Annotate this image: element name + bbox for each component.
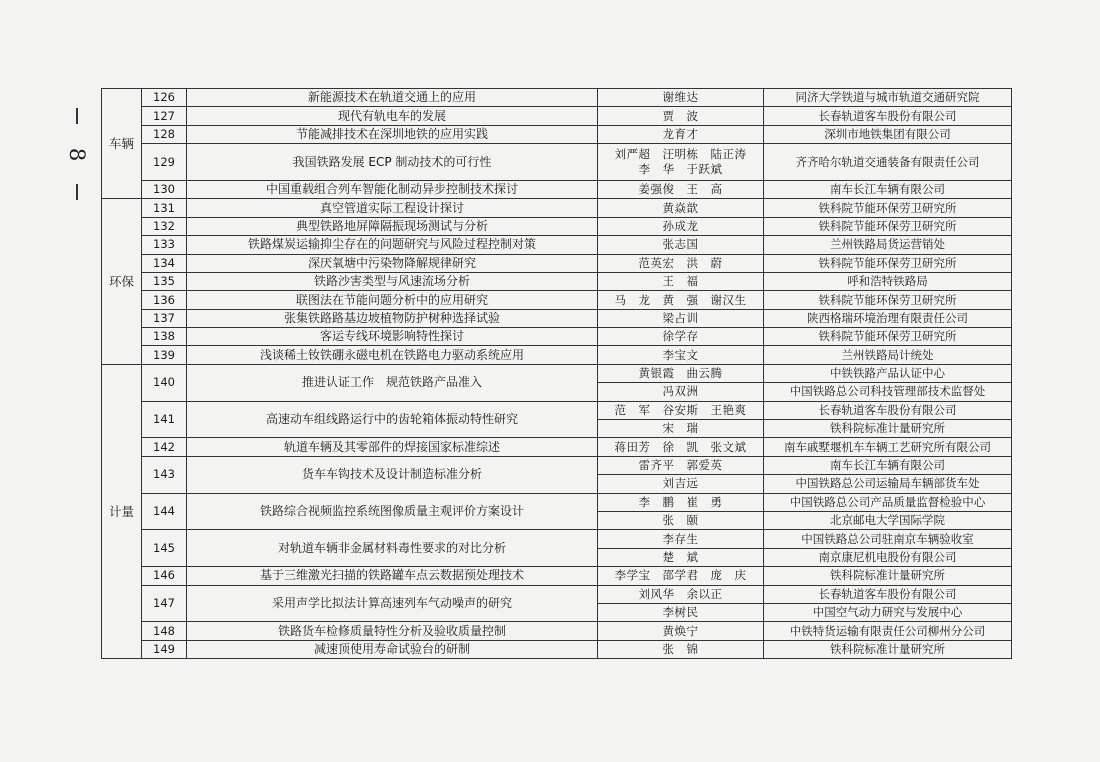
organization-cell: 长春轨道客车股份有限公司: [764, 107, 1012, 125]
author-cell: [598, 640, 764, 658]
author-line: 张 锦: [662, 641, 699, 656]
author-line: 刘风华 余以正: [638, 586, 723, 601]
organization-cell: 南京康尼机电股份有限公司: [764, 548, 1012, 566]
author-cell: [598, 180, 764, 198]
organization-cell: 铁科院标准计量研究所: [764, 640, 1012, 658]
organization-cell: 长春轨道客车股份有限公司: [764, 585, 1012, 603]
paper-number: 140: [142, 364, 187, 401]
author-line: 王 福: [662, 274, 699, 289]
paper-title: 轨道车辆及其零部件的焊接国家标准综述: [187, 438, 598, 456]
page-number-mark: [62, 108, 92, 200]
organization-cell: 铁科院节能环保劳卫研究所: [764, 254, 1012, 272]
author-line: 李存生: [662, 531, 699, 546]
author-cell: [598, 217, 764, 235]
author-line: 冯双洲: [662, 384, 699, 399]
paper-number: 149: [142, 640, 187, 658]
organization-cell: 中铁特货运输有限责任公司柳州分公司: [764, 622, 1012, 640]
paper-title: 采用声学比拟法计算高速列车气动噪声的研究: [187, 585, 598, 622]
paper-number: 130: [142, 180, 187, 198]
author-line: 黄银霞 曲云腾: [638, 366, 723, 381]
author-cell: [598, 144, 764, 181]
author-line: 雷齐平 郭爱英: [638, 458, 723, 473]
paper-title: 客运专线环境影响特性探讨: [187, 328, 598, 346]
author-cell: [598, 107, 764, 125]
author-cell: [598, 475, 764, 493]
table-row: [102, 328, 1012, 346]
organization-cell: 中国空气动力研究与发展中心: [764, 603, 1012, 621]
table-row: [102, 125, 1012, 143]
author-cell: [598, 236, 764, 254]
table-row: [102, 144, 1012, 181]
table-row: [102, 493, 1012, 511]
author-cell: [598, 364, 764, 382]
author-cell: [598, 346, 764, 364]
organization-cell: 兰州铁路局计统处: [764, 346, 1012, 364]
paper-number: 128: [142, 125, 187, 143]
paper-number: 135: [142, 272, 187, 290]
page-number: 8: [65, 147, 90, 161]
paper-number: 144: [142, 493, 187, 530]
paper-number: 129: [142, 144, 187, 181]
author-cell: [598, 548, 764, 566]
author-cell: [598, 493, 764, 511]
paper-title: 我国铁路发展 ECP 制动技术的可行性: [187, 144, 598, 181]
paper-number: 127: [142, 107, 187, 125]
organization-cell: 南车戚墅堰机车车辆工艺研究所有限公司: [764, 438, 1012, 456]
author-cell: [598, 438, 764, 456]
author-cell: [598, 309, 764, 327]
author-line: 孙成龙: [662, 218, 699, 233]
organization-cell: 南车长江车辆有限公司: [764, 180, 1012, 198]
table-row: [102, 364, 1012, 382]
organization-cell: 铁科院节能环保劳卫研究所: [764, 328, 1012, 346]
table-row: [102, 309, 1012, 327]
organization-cell: 陕西格瑞环境治理有限责任公司: [764, 309, 1012, 327]
author-line: 张志国: [662, 237, 699, 252]
author-cell: [598, 512, 764, 530]
organization-cell: 齐齐哈尔轨道交通装备有限责任公司: [764, 144, 1012, 181]
paper-number: 143: [142, 456, 187, 493]
table-row: [102, 401, 1012, 419]
paper-number: 133: [142, 236, 187, 254]
paper-number: 134: [142, 254, 187, 272]
paper-title: 新能源技术在轨道交通上的应用: [187, 89, 598, 107]
author-line: 黄焕宁: [662, 623, 699, 638]
paper-number: 141: [142, 401, 187, 438]
organization-cell: 中国铁路总公司产品质量监督检验中心: [764, 493, 1012, 511]
table-row: [102, 585, 1012, 603]
table-row: [102, 530, 1012, 548]
paper-title: 铁路沙害类型与风速流场分析: [187, 272, 598, 290]
paper-number: 142: [142, 438, 187, 456]
author-line: 李学宝 邵学君 庞 庆: [614, 568, 747, 583]
paper-title: 浅谈稀土钕铁硼永磁电机在铁路电力驱动系统应用: [187, 346, 598, 364]
author-cell: [598, 125, 764, 143]
organization-cell: 铁科院节能环保劳卫研究所: [764, 199, 1012, 217]
organization-cell: 长春轨道客车股份有限公司: [764, 401, 1012, 419]
table-row: [102, 438, 1012, 456]
table-row: [102, 272, 1012, 290]
author-line: 徐学存: [662, 329, 699, 344]
paper-title: 联图法在节能问题分析中的应用研究: [187, 291, 598, 309]
table-row: [102, 567, 1012, 585]
author-cell: [598, 585, 764, 603]
organization-cell: 北京邮电大学国际学院: [764, 512, 1012, 530]
author-cell: [598, 567, 764, 585]
author-line: 宋 瑞: [662, 421, 699, 436]
table-row: [102, 107, 1012, 125]
category-cell: 环保: [102, 199, 142, 365]
paper-title: 铁路煤炭运输抑尘存在的问题研究与风险过程控制对策: [187, 236, 598, 254]
organization-cell: 兰州铁路局货运营销处: [764, 236, 1012, 254]
table-row: [102, 89, 1012, 107]
author-cell: [598, 89, 764, 107]
table-row: [102, 199, 1012, 217]
paper-title: 推进认证工作 规范铁路产品准入: [187, 364, 598, 401]
table-row: [102, 236, 1012, 254]
paper-number: 138: [142, 328, 187, 346]
author-cell: [598, 383, 764, 401]
table-row: [102, 640, 1012, 658]
author-line: 谢维达: [662, 90, 699, 105]
paper-title: 真空管道实际工程设计探讨: [187, 199, 598, 217]
paper-number: 145: [142, 530, 187, 567]
paper-title: 深厌氧塘中污染物降解规律研究: [187, 254, 598, 272]
author-line: 李 鹏 崔 勇: [638, 494, 723, 509]
paper-title: 高速动车组线路运行中的齿轮箱体振动特性研究: [187, 401, 598, 438]
author-line: 楚 斌: [662, 549, 699, 564]
paper-number: 137: [142, 309, 187, 327]
author-line: 刘吉远: [662, 476, 699, 491]
author-cell: [598, 401, 764, 419]
organization-cell: 铁科院标准计量研究所: [764, 567, 1012, 585]
table-row: [102, 622, 1012, 640]
author-line: 李树民: [662, 605, 699, 620]
author-cell: [598, 272, 764, 290]
author-line: 贾 波: [662, 108, 699, 123]
author-cell: [598, 530, 764, 548]
author-line: 梁占训: [662, 310, 699, 325]
author-line: 蒋田芳 徐 凯 张文斌: [614, 439, 747, 454]
paper-title: 减速顶使用寿命试验台的研制: [187, 640, 598, 658]
paper-title: 铁路综合视频监控系统图像质量主观评价方案设计: [187, 493, 598, 530]
author-cell: [598, 254, 764, 272]
paper-number: 131: [142, 199, 187, 217]
table-row: [102, 180, 1012, 198]
paper-title: 现代有轨电车的发展: [187, 107, 598, 125]
author-line: 李宝文: [662, 347, 699, 362]
organization-cell: 铁科院节能环保劳卫研究所: [764, 217, 1012, 235]
table-row: [102, 254, 1012, 272]
organization-cell: 中铁铁路产品认证中心: [764, 364, 1012, 382]
author-cell: [598, 328, 764, 346]
author-cell: [598, 420, 764, 438]
author-cell: [598, 622, 764, 640]
organization-cell: 深圳市地铁集团有限公司: [764, 125, 1012, 143]
paper-number: 146: [142, 567, 187, 585]
author-line: 范 军 谷安斯 王艳爽: [614, 402, 747, 417]
author-line: 马 龙 黄 强 谢汉生: [614, 292, 747, 307]
author-cell: [598, 291, 764, 309]
paper-title: 基于三维激光扫描的铁路罐车点云数据预处理技术: [187, 567, 598, 585]
author-line: 姜强俊 王 高: [638, 182, 723, 197]
organization-cell: 中国铁路总公司驻南京车辆验收室: [764, 530, 1012, 548]
paper-title: 张集铁路路基边坡植物防护树种选择试验: [187, 309, 598, 327]
author-cell: [598, 603, 764, 621]
paper-title: 货车车钩技术及设计制造标准分析: [187, 456, 598, 493]
table-row: [102, 291, 1012, 309]
paper-number: 148: [142, 622, 187, 640]
paper-list-table: [101, 88, 1012, 659]
author-line: 龙育才: [662, 126, 699, 141]
page-number-dash-bottom: [76, 184, 78, 200]
organization-cell: 铁科院节能环保劳卫研究所: [764, 291, 1012, 309]
author-line: 李 华 于跃斌: [638, 162, 723, 177]
paper-number: 126: [142, 89, 187, 107]
author-cell: [598, 456, 764, 474]
organization-cell: 南车长江车辆有限公司: [764, 456, 1012, 474]
organization-cell: 中国铁路总公司运输局车辆部货车处: [764, 475, 1012, 493]
paper-title: 节能减排技术在深圳地铁的应用实践: [187, 125, 598, 143]
paper-number: 139: [142, 346, 187, 364]
author-line: 张 颐: [662, 513, 699, 528]
table-row: [102, 456, 1012, 474]
paper-title: 中国重载组合列车智能化制动异步控制技术探讨: [187, 180, 598, 198]
table-row: [102, 217, 1012, 235]
organization-cell: 铁科院标准计量研究所: [764, 420, 1012, 438]
page-number-dash-top: [76, 108, 78, 124]
paper-number: 136: [142, 291, 187, 309]
paper-number: 147: [142, 585, 187, 622]
organization-cell: 中国铁路总公司科技管理部技术监督处: [764, 383, 1012, 401]
organization-cell: 同济大学铁道与城市轨道交通研究院: [764, 89, 1012, 107]
author-line: 刘严超 汪明栋 陆正涛: [614, 147, 747, 162]
paper-title: 对轨道车辆非金属材料毒性要求的对比分析: [187, 530, 598, 567]
paper-title: 铁路货车检修质量特性分析及验收质量控制: [187, 622, 598, 640]
organization-cell: 呼和浩特铁路局: [764, 272, 1012, 290]
author-line: 黄焱歆: [662, 200, 699, 215]
category-cell: 计量: [102, 364, 142, 658]
author-cell: [598, 199, 764, 217]
table-row: [102, 346, 1012, 364]
paper-number: 132: [142, 217, 187, 235]
category-cell: 车辆: [102, 89, 142, 199]
paper-title: 典型铁路地屏障隔振现场测试与分析: [187, 217, 598, 235]
author-line: 范英宏 洪 蔚: [638, 255, 723, 270]
